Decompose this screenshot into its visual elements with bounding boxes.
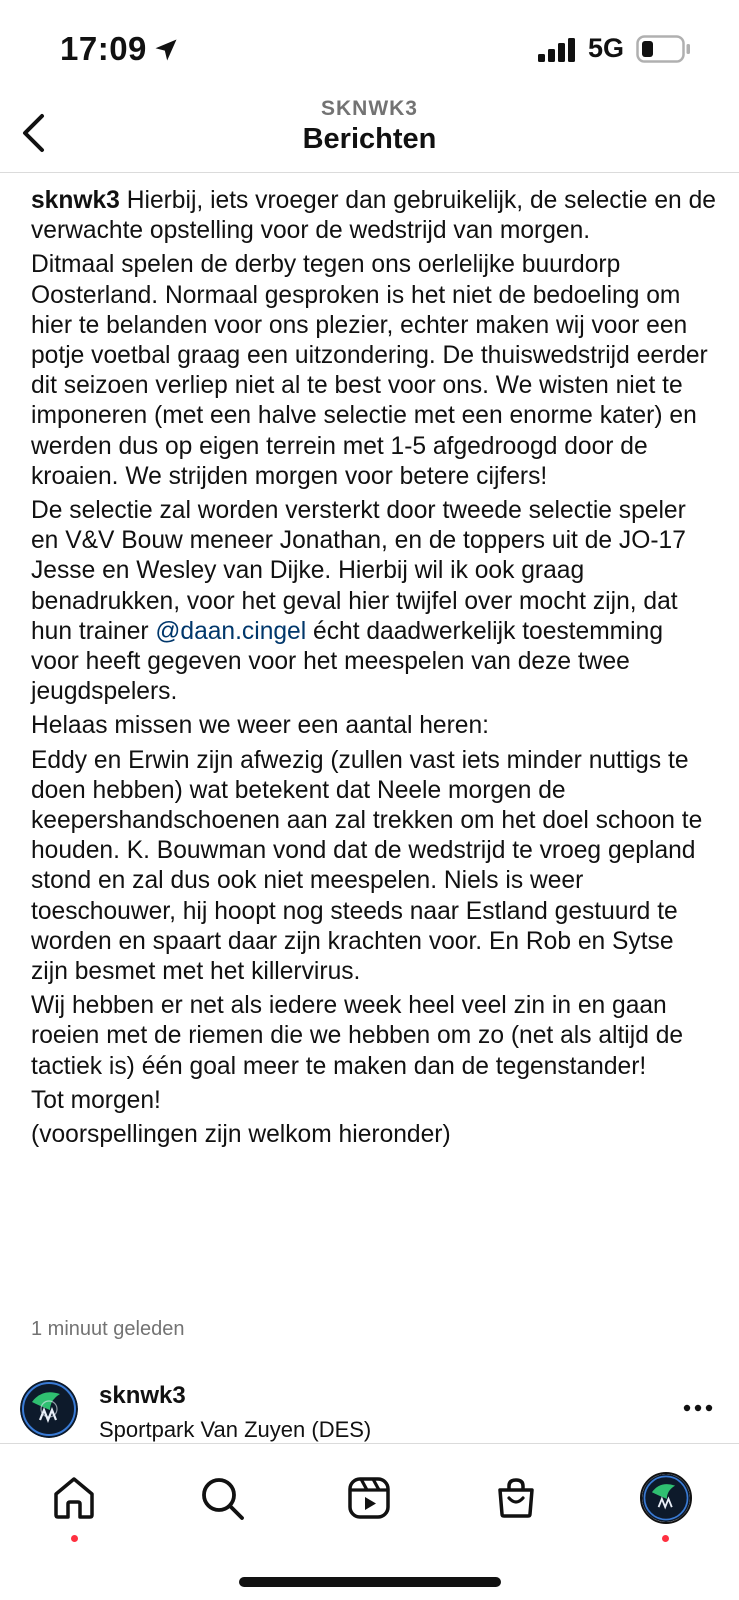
profile-notification-dot: [662, 1535, 669, 1542]
cellular-signal-icon: [538, 38, 578, 62]
tab-home[interactable]: [46, 1470, 102, 1526]
more-horizontal-icon: [683, 1404, 713, 1412]
home-icon: [51, 1475, 97, 1521]
reels-icon: [347, 1476, 391, 1520]
post-location[interactable]: Sportpark Van Zuyen (DES): [99, 1417, 372, 1442]
profile-avatar: [640, 1472, 692, 1524]
page-title: Berichten: [302, 123, 437, 155]
battery-icon: [636, 35, 692, 63]
caption-paragraph: sknwk3 Hierbij, iets vroeger dan gebruikelijk, de selectie en de verwachte opstelling voor de wedstrijd van morgen.: [31, 187, 716, 245]
caption-paragraph: Wij hebben er net als iedere week heel veel zin in en gaan roeien met de riemen die we hebben om zo (net als altijd de tactiek is) één goal meer te maken dan de tegenstander!: [31, 992, 684, 1080]
club-logo-icon: [20, 1380, 78, 1438]
tab-reels[interactable]: [341, 1470, 397, 1526]
network-type: 5G: [588, 33, 625, 63]
caption-paragraph: Tot morgen!: [31, 1086, 161, 1114]
next-post-header: [0, 1378, 739, 1444]
more-options-button[interactable]: [680, 1396, 716, 1420]
post-timestamp: 1 minuut geleden: [31, 1318, 185, 1340]
post-username[interactable]: sknwk3: [99, 1382, 186, 1409]
tab-profile[interactable]: [638, 1470, 694, 1526]
status-bar: [0, 0, 739, 95]
location-arrow-icon: [152, 36, 180, 64]
header-account: SKNWK3: [320, 97, 418, 120]
search-icon: [199, 1475, 245, 1521]
caption-paragraph: Ditmaal spelen de derby tegen ons oerlelijke buurdorp Oosterland. Normaal gesproken is het niet de bedoeling om hier te belanden voor ons plezier, echter maken wij voor een potje voetbal graag een uitzondering. De thuiswedstrijd eerder dit seizoen verliep niet al te best voor ons. We wisten niet te imponeren (met een halve selectie met een enorme kater) en werden dus op eigen terrein met 1-5 afgedroogd door de kroaien. We strijden morgen voor betere cijfers!: [31, 251, 708, 490]
tab-search[interactable]: [194, 1470, 250, 1526]
caption-paragraph: Eddy en Erwin zijn afwezig (zullen vast iets minder nuttigs te doen hebben) wat betekent dat Neele morgen de keepershandschoenen aan zal trekken om het doel schoon te houden. K. Bouwman vond dat de wedstrijd te vroeg gepland stond en zal dus ook niet meespelen. Niels is weer toeschouwer, hij hoopt nog steeds naar Estland gestuurd te worden en spaart daar zijn krachten voor. En Rob en Sytse zijn besmet met het killervirus.: [31, 746, 703, 986]
mention-link[interactable]: @daan.cingel: [155, 617, 307, 645]
caption-paragraph: Helaas missen we weer een aantal heren:: [31, 712, 489, 740]
caption-paragraph: (voorspellingen zijn welkom hieronder): [31, 1121, 451, 1149]
status-time: 17:09: [60, 30, 147, 67]
avatar[interactable]: [20, 1380, 78, 1438]
home-indicator[interactable]: [239, 1577, 501, 1587]
tab-shop[interactable]: [488, 1470, 544, 1526]
nav-header: [0, 95, 739, 173]
post-caption: [31, 186, 716, 1154]
home-notification-dot: [71, 1535, 78, 1542]
club-logo-icon: [642, 1474, 690, 1522]
caption-username[interactable]: sknwk3: [31, 187, 120, 214]
shop-bag-icon: [494, 1476, 538, 1520]
caption-paragraph: De selectie zal worden versterkt door tweede selectie speler en V&V Bouw meneer Jonathan, en de toppers uit de JO-17 Jesse en Wesley van Dijke. Hierbij wil ik ook graag benadrukken, voor het geval hier twijfel over mocht zijn, dat hun trainer @daan.cingel écht daadwerkelijk toestemming voor heeft gegeven voor het meespelen van deze twee jeugdspelers.: [31, 497, 686, 706]
